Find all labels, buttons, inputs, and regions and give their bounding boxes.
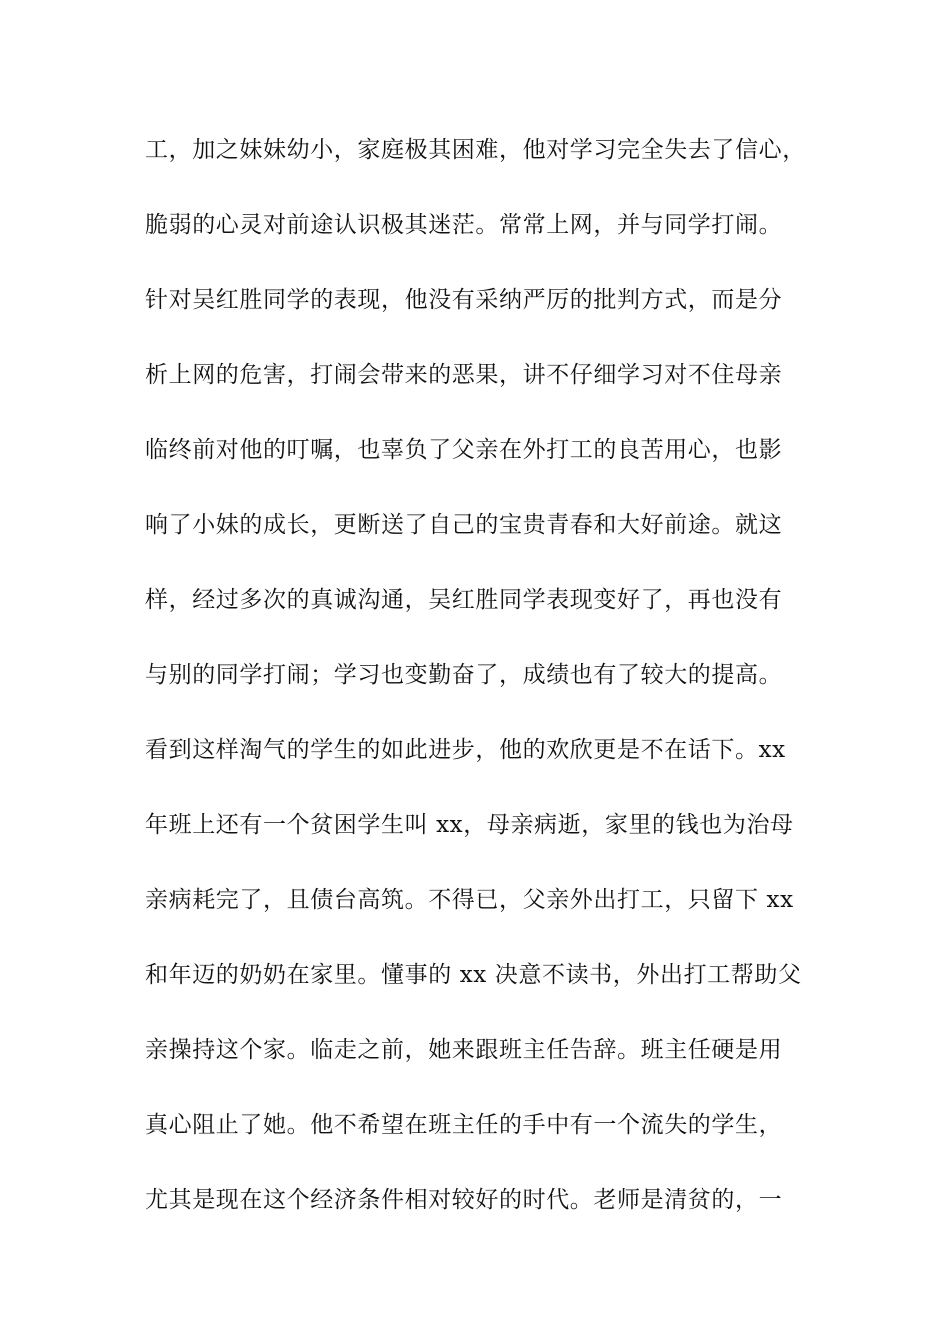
text-line: 与别的同学打闹；学习也变勤奋了，成绩也有了较大的提高。: [145, 662, 783, 688]
text-line: 析上网的危害，打闹会带来的恶果，讲不仔细学习对不住母亲: [145, 362, 783, 388]
text-line: 样，经过多次的真诚沟通，吴红胜同学表现变好了，再也没有: [145, 587, 783, 613]
text-line: 看到这样淘气的学生的如此进步，他的欢欣更是不在话下。xx: [145, 737, 786, 763]
text-line: 尤其是现在这个经济条件相对较好的时代。老师是清贫的，一: [145, 1187, 783, 1213]
body-text: [145, 124, 815, 1249]
text-line: 针对吴红胜同学的表现，他没有采纳严厉的批判方式，而是分: [145, 287, 783, 313]
text-line: 脆弱的心灵对前途认识极其迷茫。常常上网，并与同学打闹。: [145, 212, 783, 238]
text-line: 临终前对他的叮嘱，也辜负了父亲在外打工的良苦用心，也影: [145, 437, 783, 463]
text-line: 真心阻止了她。他不希望在班主任的手中有一个流失的学生，: [145, 1112, 783, 1138]
text-line: 亲病耗完了，且债台高筑。不得已，父亲外出打工，只留下 xx: [145, 887, 794, 913]
text-line: 和年迈的奶奶在家里。懂事的 xx 决意不读书，外出打工帮助父: [145, 962, 802, 988]
text-line: 年班上还有一个贫困学生叫 xx，母亲病逝，家里的钱也为治母: [145, 812, 794, 838]
text-line: 亲操持这个家。临走之前，她来跟班主任告辞。班主任硬是用: [145, 1037, 783, 1063]
text-line: 响了小妹的成长，更断送了自己的宝贵青春和大好前途。就这: [145, 512, 783, 538]
text-line: 工，加之妹妹幼小，家庭极其困难，他对学习完全失去了信心，: [145, 137, 806, 163]
